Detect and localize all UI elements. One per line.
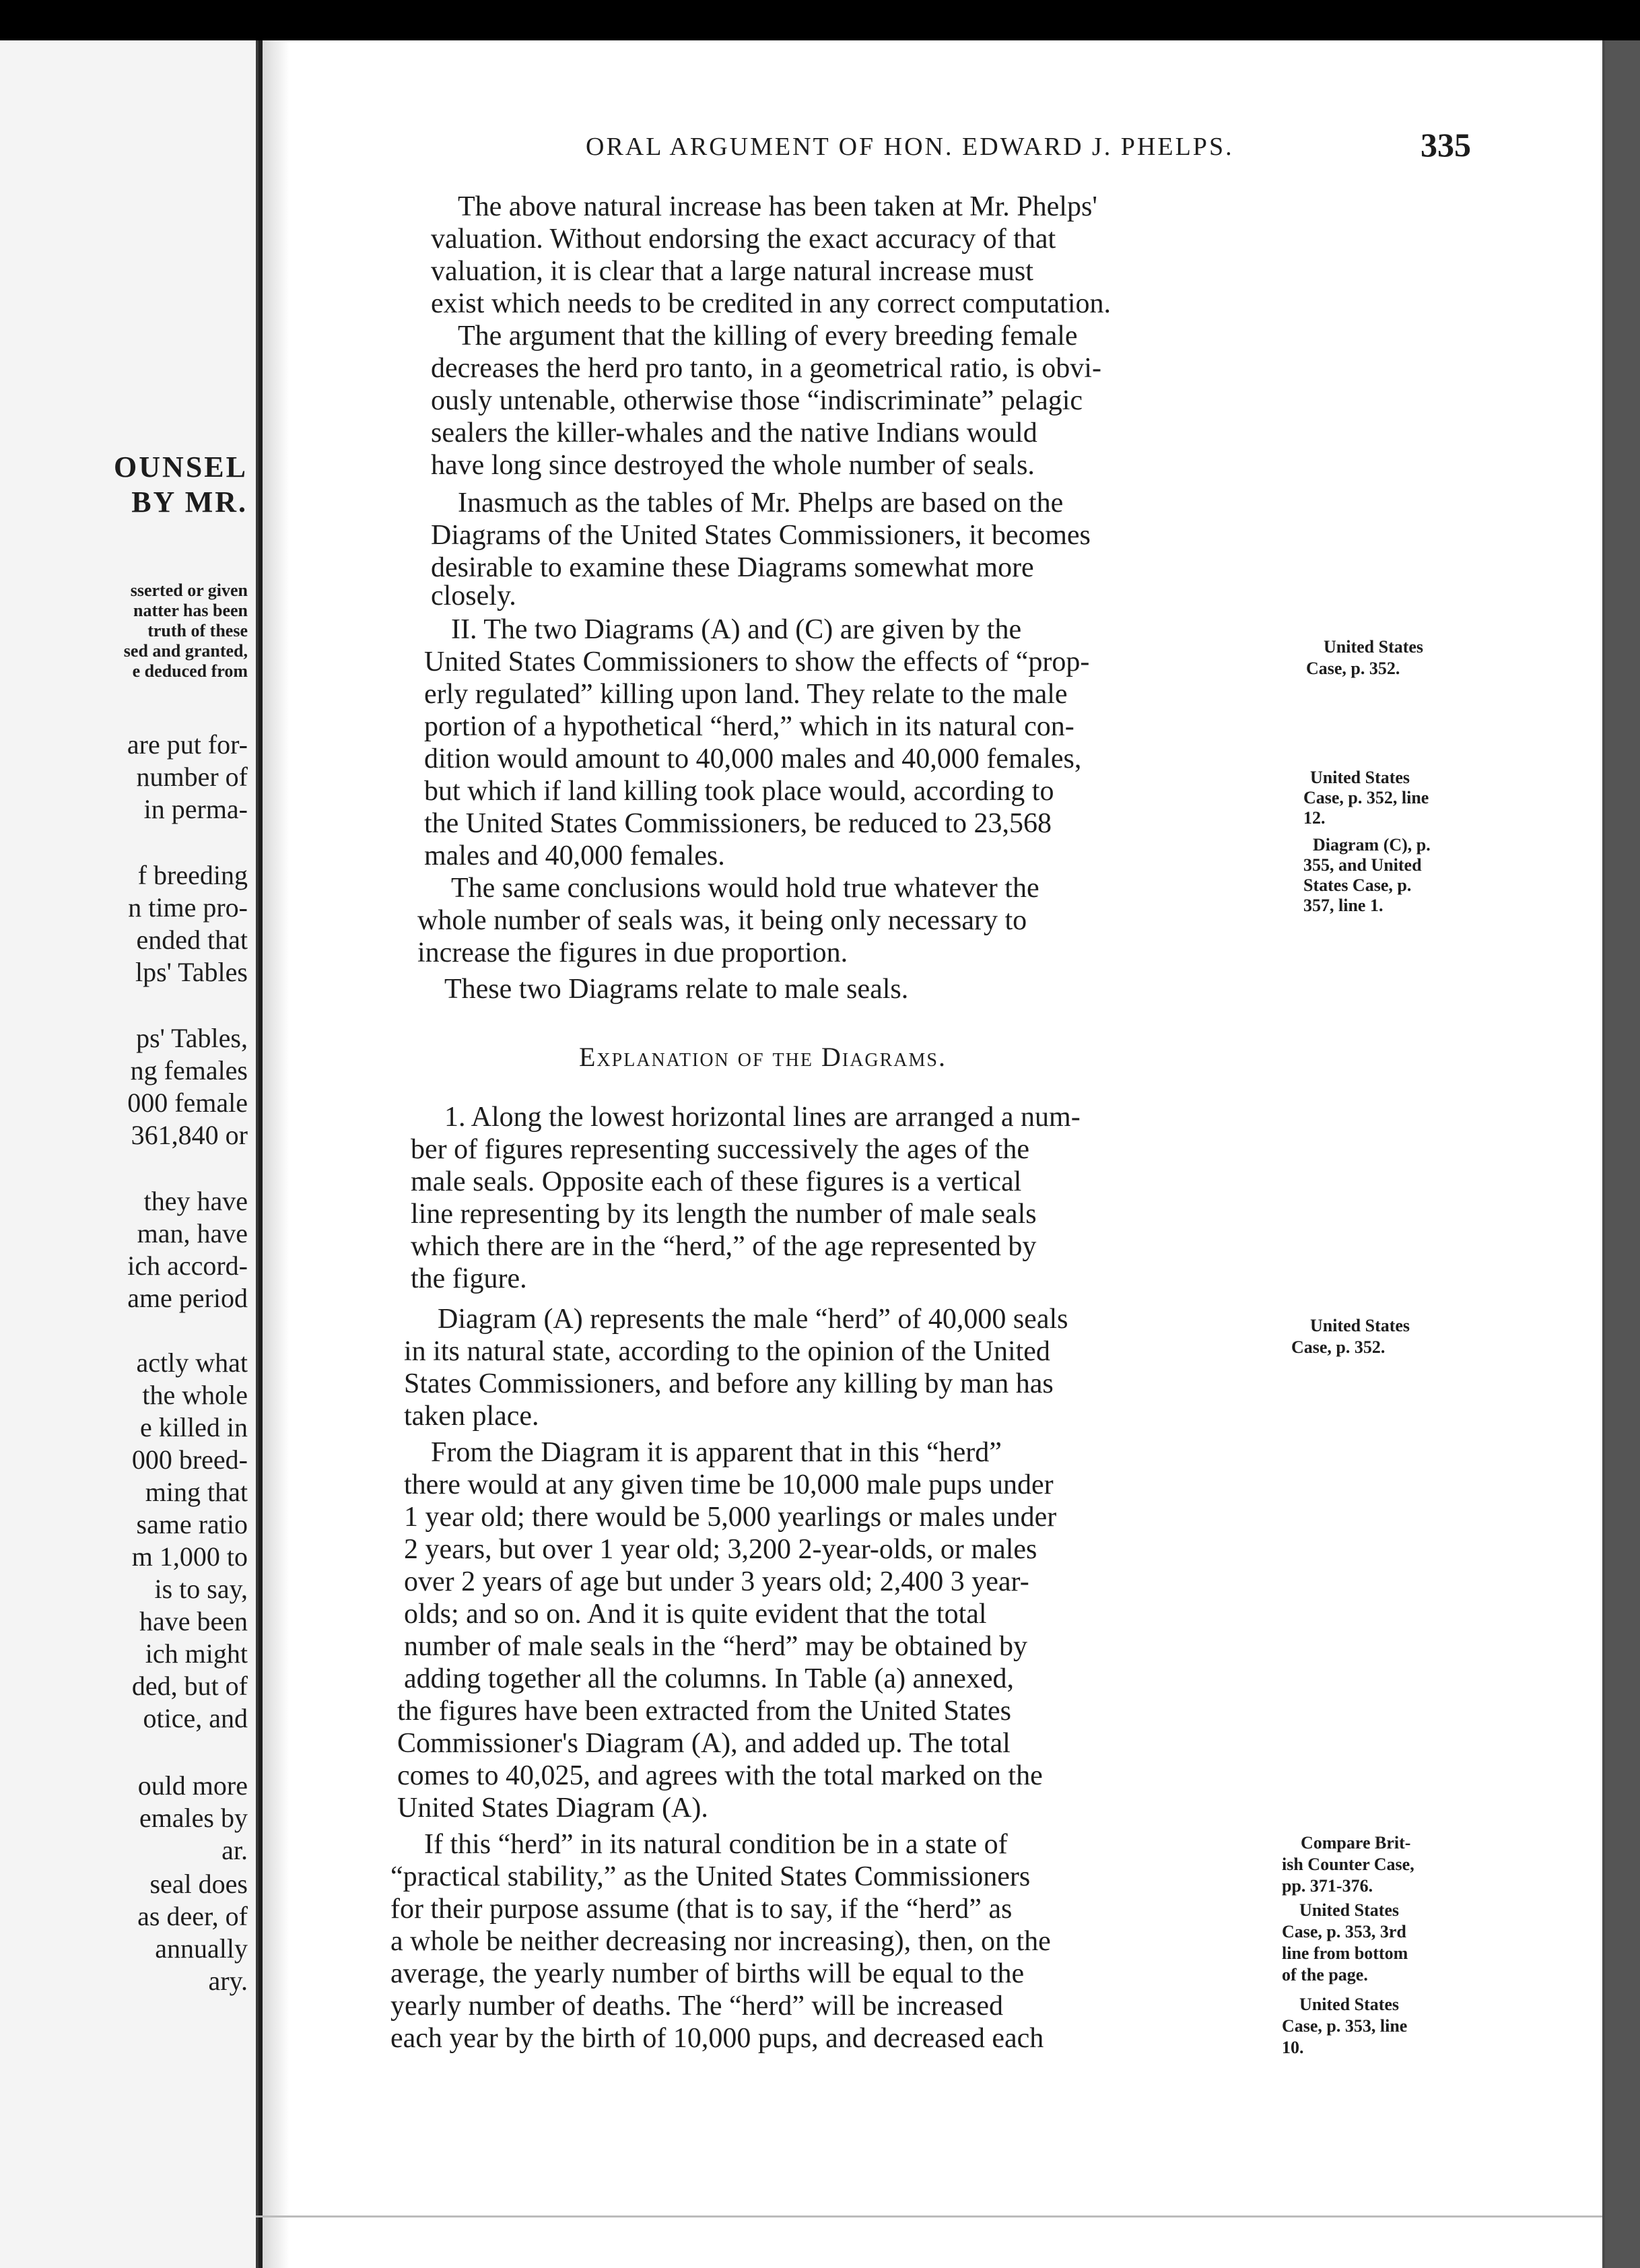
left-facing-page — [0, 40, 259, 2268]
margin-note-line: line from bottom — [1282, 1943, 1408, 1963]
text-line: From the Diagram it is apparent that in this “herd” — [431, 1437, 1002, 1468]
text-line: over 2 years of age but under 3 years old; 2,400 3 year- — [404, 1566, 1029, 1597]
text-line: These two Diagrams relate to male seals. — [444, 974, 909, 1005]
left-page-line: natter has been — [133, 601, 248, 620]
text-line: exist which needs to be credited in any correct computation. — [431, 288, 1111, 319]
margin-note-line: 355, and United — [1303, 855, 1422, 875]
margin-note-line: United States — [1310, 768, 1410, 787]
left-page-line: ame period — [127, 1283, 248, 1313]
left-page-line: annually — [155, 1933, 248, 1964]
margin-note-line: 12. — [1303, 808, 1326, 828]
text-line: closely. — [431, 580, 516, 611]
text-line: 1. Along the lowest horizontal lines are arranged a num- — [444, 1102, 1081, 1133]
text-line: whole number of seals was, it being only necessary to — [417, 905, 1027, 936]
left-page-line: ould more — [137, 1770, 248, 1801]
text-line: If this “herd” in its natural condition be in a state of — [424, 1829, 1008, 1860]
page-number: 335 — [1421, 126, 1471, 164]
text-line: males and 40,000 females. — [424, 840, 725, 871]
text-line: Diagrams of the United States Commissioners, it becomes — [431, 520, 1091, 551]
text-line: The argument that the killing of every breeding female — [458, 321, 1078, 352]
left-page-line: ary. — [208, 1966, 248, 1996]
left-page-line: e killed in — [140, 1412, 248, 1442]
text-line: have long since destroyed the whole number of seals. — [431, 450, 1035, 481]
text-line: Inasmuch as the tables of Mr. Phelps are based on the — [458, 488, 1064, 519]
margin-note-line: of the page. — [1282, 1965, 1368, 1984]
left-page-line: 361,840 or — [131, 1120, 248, 1150]
left-page-line: have been — [139, 1606, 248, 1636]
text-line: “practical stability,” as the United States Commissioners — [390, 1861, 1031, 1892]
left-page-line: is to say, — [154, 1574, 248, 1604]
left-page-line: BY MR. — [131, 486, 248, 519]
margin-note-line: 357, line 1. — [1303, 896, 1383, 915]
margin-note-line: United States — [1299, 1900, 1400, 1920]
text-line: yearly number of deaths. The “herd” will be increased — [390, 1991, 1004, 2022]
text-line: sealers the killer-whales and the native Indians would — [431, 418, 1037, 448]
margin-note-line: Case, p. 352. — [1291, 1337, 1386, 1357]
text-line: which there are in the “herd,” of the age represented by — [411, 1231, 1037, 1262]
margin-note-line: States Case, p. — [1303, 875, 1412, 895]
left-page-line: m 1,000 to — [131, 1541, 248, 1572]
margin-note-line: United States — [1324, 637, 1424, 657]
left-page-line: seal does — [149, 1869, 248, 1899]
text-line: Diagram (A) represents the male “herd” of 40,000 seals — [438, 1304, 1068, 1335]
text-line: valuation, it is clear that a large natural increase must — [431, 256, 1033, 287]
text-line: The above natural increase has been taken at Mr. Phelps' — [458, 191, 1097, 222]
margin-note-line: Case, p. 352. — [1306, 659, 1400, 678]
left-page-line: lps' Tables — [135, 957, 248, 987]
left-page-line: ich might — [145, 1638, 248, 1669]
gutter-shadow — [263, 40, 289, 2268]
text-line: comes to 40,025, and agrees with the total marked on the — [397, 1760, 1043, 1791]
page-bottom-edge — [256, 2215, 1602, 2217]
text-line: United States Commissioners to show the effects of “prop- — [424, 646, 1090, 677]
margin-note-line: United States — [1299, 1995, 1400, 2014]
text-line: adding together all the columns. In Table (a) annexed, — [404, 1663, 1014, 1694]
left-page-line: as deer, of — [137, 1901, 248, 1931]
text-line: dition would amount to 40,000 males and 40,000 females, — [424, 743, 1082, 774]
text-line: portion of a hypothetical “herd,” which in its natural con- — [424, 711, 1074, 742]
left-page-line: actly what — [136, 1347, 248, 1378]
left-page-line: sserted or given — [130, 580, 248, 600]
left-page-line: e deduced from — [132, 661, 248, 681]
left-page-line: sed and granted, — [123, 641, 248, 661]
left-page-line: ar. — [221, 1835, 248, 1865]
left-page-line: ded, but of — [131, 1671, 248, 1701]
margin-note-line: pp. 371-376. — [1282, 1876, 1373, 1896]
text-line: the figures have been extracted from the United States — [397, 1696, 1011, 1727]
text-line: a whole be neither decreasing nor increasing), then, on the — [390, 1926, 1051, 1957]
scan-right-edge — [1605, 40, 1640, 2268]
left-page-line: are put for- — [127, 729, 248, 760]
text-line: for their purpose assume (that is to say, if the “herd” as — [390, 1894, 1013, 1925]
left-page-line: man, have — [137, 1218, 248, 1248]
text-line: desirable to examine these Diagrams somewhat more — [431, 552, 1034, 583]
text-line: ously untenable, otherwise those “indiscriminate” pelagic — [431, 385, 1083, 416]
left-page-line: 000 breed- — [131, 1444, 248, 1475]
left-page-line: f breeding — [137, 860, 248, 890]
running-head: ORAL ARGUMENT OF HON. EDWARD J. PHELPS. — [586, 133, 1234, 161]
text-line: ber of figures representing successively the ages of the — [411, 1134, 1029, 1165]
left-page-line: ich accord- — [127, 1250, 248, 1281]
left-page-line: the whole — [142, 1380, 248, 1410]
left-page-line: OUNSEL — [114, 451, 248, 483]
text-line: erly regulated” killing upon land. They relate to the male — [424, 679, 1068, 710]
text-line: in its natural state, according to the opinion of the United — [404, 1336, 1050, 1367]
left-page-line: same ratio — [136, 1509, 248, 1539]
text-line: The same conclusions would hold true whatever the — [451, 873, 1039, 904]
left-page-line: ps' Tables, — [136, 1023, 248, 1053]
text-line: decreases the herd pro tanto, in a geometrical ratio, is obvi- — [431, 353, 1101, 384]
text-line: United States Diagram (A). — [397, 1793, 708, 1824]
margin-note-line: United States — [1310, 1316, 1410, 1335]
text-line: 2 years, but over 1 year old; 3,200 2-year-olds, or males — [404, 1534, 1037, 1565]
text-line: taken place. — [404, 1401, 539, 1432]
left-page-line: ming that — [145, 1477, 248, 1507]
text-line: increase the figures in due proportion. — [417, 937, 848, 968]
text-line: male seals. Opposite each of these figures is a vertical — [411, 1166, 1022, 1197]
text-line: line representing by its length the number of male seals — [411, 1199, 1037, 1230]
margin-note-line: ish Counter Case, — [1282, 1855, 1414, 1874]
text-line: II. The two Diagrams (A) and (C) are given by the — [451, 614, 1022, 645]
margin-note-line: Compare Brit- — [1301, 1833, 1411, 1853]
text-line: States Commissioners, and before any killing by man has — [404, 1368, 1054, 1399]
margin-note-line: Case, p. 353, 3rd — [1282, 1922, 1406, 1941]
left-page-line: in perma- — [143, 794, 248, 824]
text-line: the figure. — [411, 1263, 527, 1294]
text-line: average, the yearly number of births will be equal to the — [390, 1958, 1025, 1989]
left-page-line: number of — [136, 762, 248, 792]
text-line: there would at any given time be 10,000 male pups under — [404, 1469, 1054, 1500]
text-line: olds; and so on. And it is quite evident that the total — [404, 1599, 987, 1630]
text-line: the United States Commissioners, be reduced to 23,568 — [424, 808, 1052, 839]
text-line: each year by the birth of 10,000 pups, and decreased each — [390, 2023, 1044, 2054]
text-line: but which if land killing took place would, according to — [424, 776, 1054, 807]
text-line: Commissioner's Diagram (A), and added up. The total — [397, 1728, 1011, 1759]
margin-note-line: Case, p. 352, line — [1303, 788, 1429, 807]
text-line: valuation. Without endorsing the exact accuracy of that — [431, 224, 1056, 255]
left-page-line: ng females — [130, 1055, 248, 1086]
left-page-line: n time pro- — [128, 892, 248, 923]
section-title: Explanation of the Diagrams. — [579, 1042, 947, 1072]
left-page-line: emales by — [139, 1803, 248, 1833]
margin-note-line: Case, p. 353, line — [1282, 2016, 1408, 2036]
scan-top-border — [0, 0, 1640, 40]
left-page-line: they have — [143, 1186, 248, 1216]
text-line: number of male seals in the “herd” may be obtained by — [404, 1631, 1028, 1662]
left-page-line: ended that — [136, 925, 248, 955]
margin-note-line: Diagram (C), p. — [1313, 835, 1431, 855]
left-page-line: truth of these — [147, 621, 248, 640]
left-page-line: 000 female — [127, 1088, 248, 1118]
margin-note-line: 10. — [1282, 2038, 1304, 2057]
left-page-line: otice, and — [143, 1703, 248, 1733]
text-line: 1 year old; there would be 5,000 yearlings or males under — [404, 1502, 1057, 1533]
